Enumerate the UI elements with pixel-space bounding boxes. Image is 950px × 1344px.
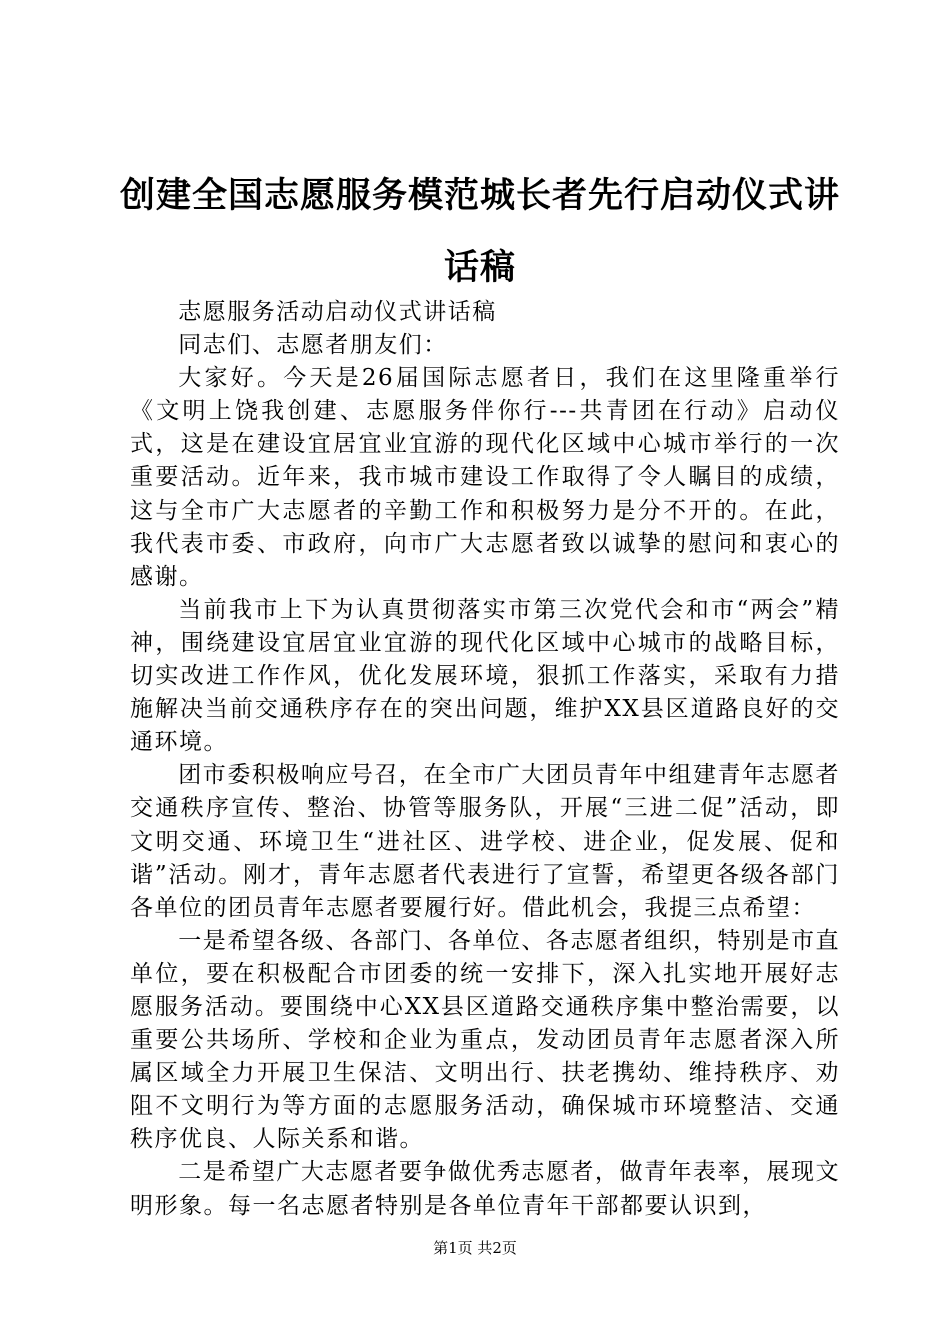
paragraph-salutation: 同志们、志愿者朋友们： bbox=[178, 332, 448, 359]
paragraph-subtitle: 志愿服务活动启动仪式讲话稿 bbox=[178, 299, 497, 325]
paragraph-current-situation: 当前我市上下为认真贯彻落实市第三次党代会和市“两会”精神，围绕建设宜居宜业宜游的现代化区域中心城市的战略目标，切实改进工作作风，优化发展环境，狠抓工作落实，采取有力措施解决当前交通秩序存在的突出问题，维护XX县区道路良好的交通环境。 bbox=[130, 596, 840, 756]
paragraph-hope-one: 一是希望各级、各部门、各单位、各志愿者组织，特别是市直单位，要在积极配合市团委的统一安排下，深入扎实地开展好志愿服务活动。要围绕中心XX县区道路交通秩序集中整治需要，以重要公共场所、学校和企业为重点，发动团员青年志愿者深入所属区域全力开展卫生保洁、文明出行、扶老携幼、维持秩序、劝阻不文明行为等方面的志愿服务活动，确保城市环境整洁、交通秩序优良、人际关系和谐。 bbox=[130, 927, 840, 1153]
document-title: 创建全国志愿服务模范城长者先行启动仪式讲话稿 bbox=[120, 176, 841, 288]
document-body bbox=[130, 296, 840, 1223]
paragraph-youth-league: 团市委积极响应号召，在全市广大团员青年中组建青年志愿者交通秩序宣传、整治、协管等服务队，开展“三进二促”活动，即文明交通、环境卫生“进社区、进学校、进企业，促发展、促和谐”活动。刚才，青年志愿者代表进行了宣誓，希望更各级各部门各单位的团员青年志愿者要履行好。借此机会，我提三点希望： bbox=[130, 762, 840, 921]
page-footer: 第1页 共2页 bbox=[433, 1239, 517, 1257]
paragraph-greeting: 大家好。今天是26届国际志愿者日，我们在这里隆重举行《文明上饶我创建、志愿服务伴你行---共青团在行动》启动仪式，这是在建设宜居宜业宜游的现代化区域中心城市举行的一次重要活动。近年来，我市城市建设工作取得了令人瞩目的成绩，这与全市广大志愿者的辛勤工作和积极努力是分不开的。在此，我代表市委、市政府，向市广大志愿者致以诚挚的慰问和衷心的感谢。 bbox=[130, 365, 840, 590]
paragraph-hope-two: 二是希望广大志愿者要争做优秀志愿者，做青年表率，展现文明形象。每一名志愿者特别是各单位青年干部都要认识到， bbox=[130, 1159, 840, 1219]
